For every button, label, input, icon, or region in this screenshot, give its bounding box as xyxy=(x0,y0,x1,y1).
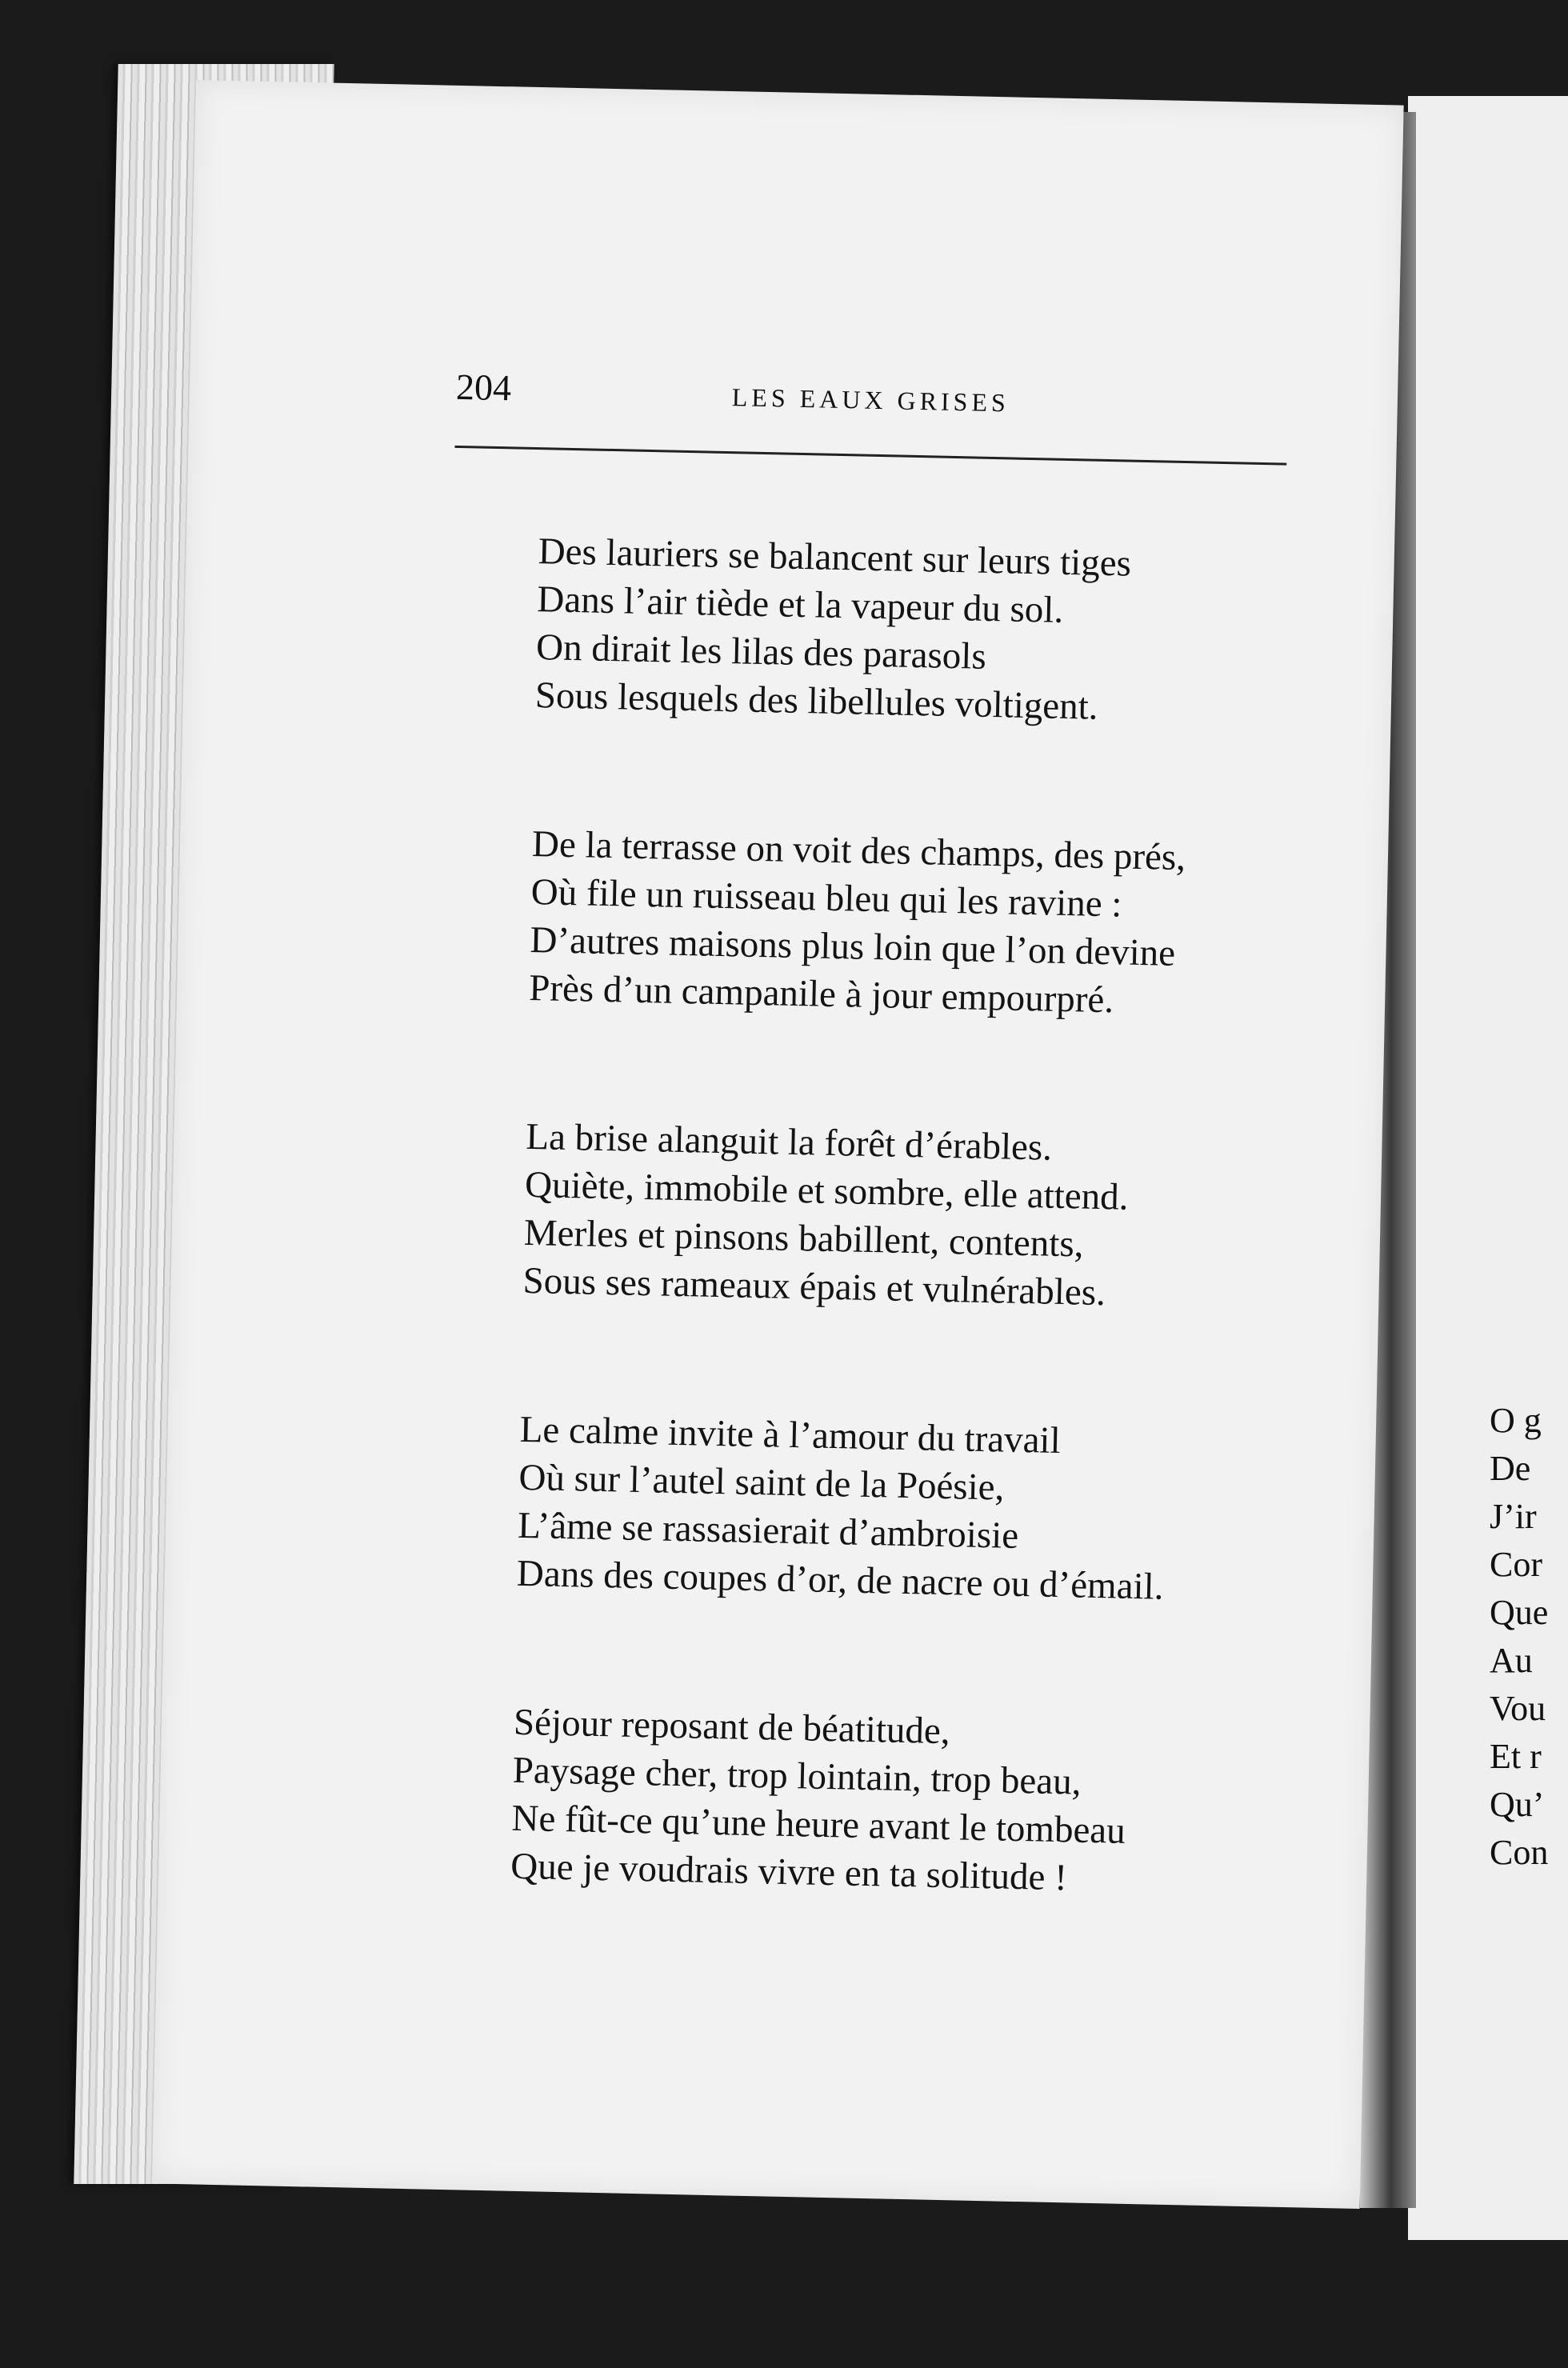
running-head xyxy=(455,366,1288,447)
facing-page-line: J’ir xyxy=(1490,1497,1537,1536)
verse-line: Ne fût-ce qu’une heure avant le tombeau xyxy=(511,1797,1126,1852)
verse-line: Paysage cher, trop lointain, trop beau, xyxy=(512,1749,1082,1803)
facing-page-line: Qu’ xyxy=(1490,1785,1545,1824)
verse-line: D’autres maisons plus loin que l’on devine xyxy=(530,918,1176,974)
verse-line: Que je voudrais vivre en ta solitude ! xyxy=(510,1845,1068,1899)
running-title: LES EAUX GRISES xyxy=(731,382,1010,418)
verse-line: Dans des coupes d’or, de nacre ou d’émail. xyxy=(516,1552,1164,1608)
header-rule xyxy=(454,446,1286,466)
stanza-5 xyxy=(510,1698,1250,1906)
verse-line: On dirait les lilas des parasols xyxy=(535,626,987,678)
verse-line: Le calme invite à l’amour du travail xyxy=(519,1408,1062,1462)
poem xyxy=(510,527,1274,1906)
facing-page-line: De xyxy=(1490,1449,1531,1488)
left-page xyxy=(152,80,1404,2209)
page-number: 204 xyxy=(455,366,512,409)
verse-line: Sous lesquels des libellules voltigent. xyxy=(534,674,1099,728)
facing-page-line: Vou xyxy=(1490,1689,1546,1728)
facing-page-line: Et r xyxy=(1490,1737,1542,1776)
stanza-3 xyxy=(522,1113,1262,1320)
verse-line: Dans l’air tiède et la vapeur du sol. xyxy=(536,578,1064,631)
verse-line: Merles et pinsons babillent, contents, xyxy=(523,1211,1084,1266)
verse-line: Séjour reposant de béatitude, xyxy=(513,1701,951,1753)
verse-line: De la terrasse on voit des champs, des prés, xyxy=(531,823,1186,879)
verse-line: Où file un ruisseau bleu qui les ravine : xyxy=(530,870,1122,926)
stanza-2 xyxy=(529,820,1269,1027)
stanza-4 xyxy=(516,1406,1256,1613)
verse-line: L’âme se rassasierait d’ambroisie xyxy=(517,1504,1019,1557)
facing-page xyxy=(1408,96,1568,2240)
facing-page-line: Con xyxy=(1490,1833,1549,1872)
facing-page-line: Au xyxy=(1490,1641,1533,1680)
verse-line: Des lauriers se balancent sur leurs tiges xyxy=(538,530,1132,585)
verse-line: Où sur l’autel saint de la Poésie, xyxy=(518,1456,1005,1509)
facing-page-line: Que xyxy=(1490,1593,1549,1632)
facing-page-line: Cor xyxy=(1490,1545,1542,1584)
verse-line: Sous ses rameaux épais et vulnérables. xyxy=(522,1259,1106,1314)
stanza-1 xyxy=(534,527,1274,734)
facing-page-line: O g xyxy=(1490,1401,1542,1440)
verse-line: La brise alanguit la forêt d’érables. xyxy=(525,1115,1053,1169)
verse-line: Près d’un campanile à jour empourpré. xyxy=(528,966,1114,1022)
verse-line: Quiète, immobile et sombre, elle attend. xyxy=(524,1163,1129,1218)
